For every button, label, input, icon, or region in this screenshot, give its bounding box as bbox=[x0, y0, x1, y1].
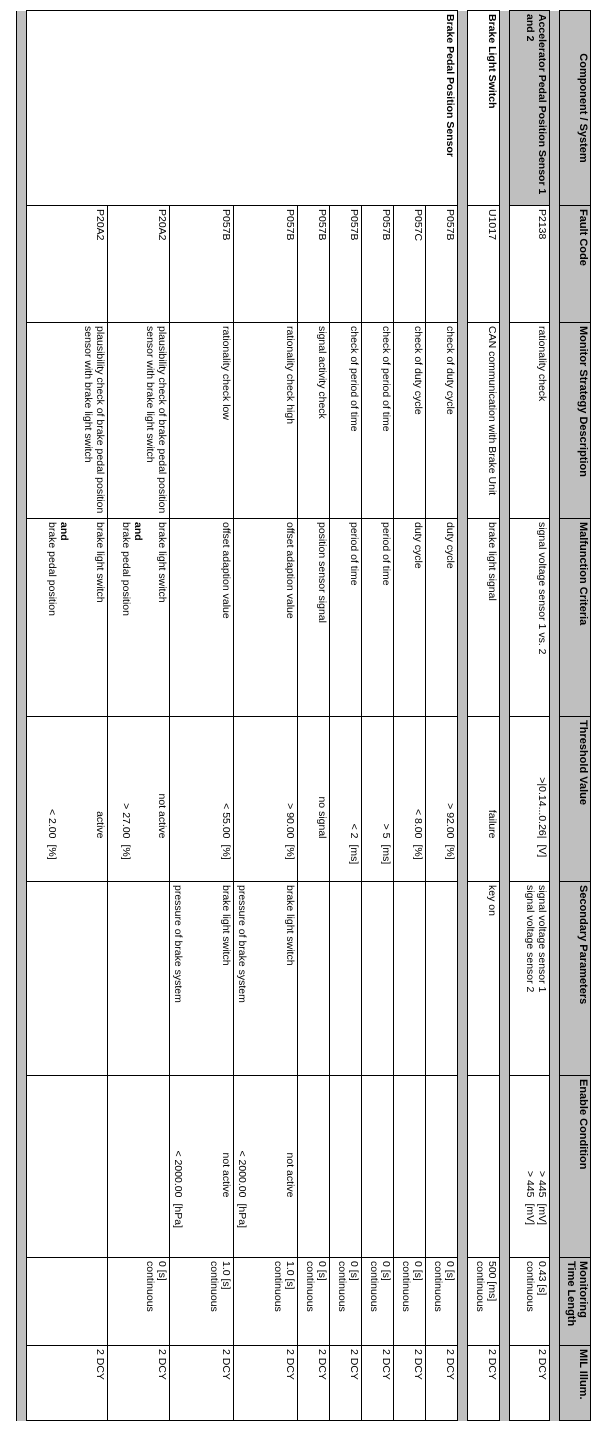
secondary-cell bbox=[298, 882, 330, 1076]
enable-unit-cell bbox=[394, 1201, 426, 1258]
enable-cell bbox=[108, 1076, 170, 1201]
table-row bbox=[108, 11, 170, 1421]
secondary-cell bbox=[234, 882, 298, 1076]
mil-cell: 2 DCY bbox=[108, 1346, 170, 1421]
enable-cell bbox=[234, 1076, 298, 1201]
threshold-cell: >|0.14...0.26| bbox=[510, 717, 550, 842]
secondary-cell bbox=[394, 882, 426, 1076]
monitor-cell: plausibility check of brake pedal position sensor with brake light switch bbox=[27, 323, 108, 519]
secondary-line: signal voltage sensor 2 bbox=[524, 885, 536, 993]
threshold-unit-line: [%] bbox=[120, 844, 132, 860]
time-line: continuous bbox=[144, 1261, 156, 1312]
threshold-unit-cell bbox=[298, 842, 330, 882]
threshold-line: < 2.00 bbox=[46, 809, 58, 839]
threshold-cell: > 90.00 bbox=[234, 717, 298, 842]
time-line: 1.0 [s] bbox=[284, 1261, 296, 1290]
secondary-cell: key on bbox=[468, 882, 500, 1076]
criteria-conjunction: and bbox=[58, 522, 70, 541]
component-cell: Accelerator Pedal Position Sensor 1 and 2 bbox=[510, 11, 550, 206]
criteria-cell: position sensor signal bbox=[298, 519, 330, 717]
enable-unit-cell bbox=[426, 1201, 458, 1258]
threshold-cell: failure bbox=[468, 717, 500, 842]
time-cell bbox=[362, 1258, 394, 1346]
table-row bbox=[510, 11, 550, 1421]
fault-code-cell: P057B bbox=[170, 206, 234, 323]
enable-cell bbox=[510, 1076, 550, 1201]
threshold-cell bbox=[108, 717, 170, 842]
enable-cell bbox=[468, 1076, 500, 1201]
enable-unit-line: [mV] bbox=[524, 1203, 536, 1226]
threshold-unit-cell: [ms] bbox=[362, 842, 394, 882]
separator-band bbox=[17, 11, 27, 1421]
threshold-cell: < 55.00 bbox=[170, 717, 234, 842]
enable-unit-line bbox=[220, 1204, 232, 1255]
header-enable: Enable Condition bbox=[560, 1076, 591, 1258]
criteria-line: brake light switch bbox=[94, 522, 106, 603]
fault-code-cell: P057B bbox=[234, 206, 298, 323]
criteria-cell: offset adaption value bbox=[234, 519, 298, 717]
enable-line: not active bbox=[284, 1152, 296, 1198]
criteria-cell: brake light signal bbox=[468, 519, 500, 717]
time-cell bbox=[510, 1258, 550, 1346]
threshold-unit-cell: [%] bbox=[234, 842, 298, 882]
table-row bbox=[362, 11, 394, 1421]
table-row bbox=[330, 11, 362, 1421]
enable-line: < 2000.00 bbox=[236, 1150, 248, 1198]
mil-cell: 2 DCY bbox=[298, 1346, 330, 1421]
separator-band bbox=[458, 11, 468, 1421]
monitor-cell: check of period of time bbox=[330, 323, 362, 519]
secondary-cell bbox=[510, 882, 550, 1076]
time-cell bbox=[170, 1258, 234, 1346]
enable-unit-cell bbox=[108, 1201, 170, 1258]
criteria-cell: duty cycle bbox=[426, 519, 458, 717]
time-line: 0.43 [s] bbox=[536, 1261, 548, 1296]
enable-line: > 445 bbox=[536, 1170, 548, 1198]
enable-cell bbox=[298, 1076, 330, 1201]
threshold-cell: no signal bbox=[298, 717, 330, 842]
criteria-line: brake pedal position bbox=[46, 522, 58, 616]
threshold-line: active bbox=[94, 811, 106, 839]
criteria-line: brake light switch bbox=[156, 522, 168, 603]
monitor-cell: rationality check low bbox=[170, 323, 234, 519]
header-malfunction: Malfunction Criteria bbox=[560, 519, 591, 717]
enable-unit-line: [mV] bbox=[536, 1203, 548, 1226]
mil-cell: 2 DCY bbox=[330, 1346, 362, 1421]
table-row bbox=[394, 11, 426, 1421]
enable-unit-line: [hPa] bbox=[172, 1203, 184, 1229]
threshold-unit-cell bbox=[27, 842, 108, 882]
secondary-line: pressure of brake system bbox=[172, 885, 184, 1003]
mil-cell: 2 DCY bbox=[170, 1346, 234, 1421]
monitor-cell: rationality check high bbox=[234, 323, 298, 519]
criteria-cell bbox=[27, 519, 108, 717]
enable-unit-cell bbox=[298, 1201, 330, 1258]
monitor-cell: check of duty cycle bbox=[394, 323, 426, 519]
time-line: 0 [s] bbox=[316, 1261, 328, 1281]
time-line: continuous bbox=[400, 1261, 412, 1312]
enable-line: not active bbox=[220, 1152, 232, 1198]
criteria-cell: period of time bbox=[362, 519, 394, 717]
table-row bbox=[298, 11, 330, 1421]
criteria-cell bbox=[108, 519, 170, 717]
header-threshold: Threshold Value bbox=[560, 717, 591, 882]
fault-code-cell: P057C bbox=[394, 206, 426, 323]
time-line: 0 [s] bbox=[444, 1261, 456, 1281]
time-line: 1.0 [s] bbox=[220, 1261, 232, 1290]
table-row bbox=[234, 11, 298, 1421]
component-cell: Brake Pedal Position Sensor bbox=[27, 11, 458, 206]
time-line: continuous bbox=[272, 1261, 284, 1312]
enable-cell bbox=[426, 1076, 458, 1201]
secondary-cell bbox=[426, 882, 458, 1076]
criteria-cell: signal voltage sensor 1 vs. 2 bbox=[510, 519, 550, 717]
criteria-cell: period of time bbox=[330, 519, 362, 717]
mil-cell: 2 DCY bbox=[468, 1346, 500, 1421]
time-line: continuous bbox=[368, 1261, 380, 1312]
header-secondary: Secondary Parameters bbox=[560, 882, 591, 1076]
monitor-cell: check of duty cycle bbox=[426, 323, 458, 519]
enable-unit-cell bbox=[468, 1201, 500, 1258]
secondary-line: pressure of brake system bbox=[236, 885, 248, 1003]
obd-monitor-table bbox=[16, 10, 591, 1421]
time-cell bbox=[108, 1258, 170, 1346]
enable-unit-cell bbox=[170, 1201, 234, 1258]
time-cell bbox=[468, 1258, 500, 1346]
secondary-cell bbox=[170, 882, 234, 1076]
monitor-cell: signal activity check bbox=[298, 323, 330, 519]
time-line: continuous bbox=[524, 1261, 536, 1312]
time-line: 0 [s] bbox=[380, 1261, 392, 1281]
mil-cell: 2 DCY bbox=[234, 1346, 298, 1421]
time-line: continuous bbox=[336, 1261, 348, 1312]
time-cell bbox=[234, 1258, 298, 1346]
mil-cell: 2 DCY bbox=[510, 1346, 550, 1421]
time-line: continuous bbox=[474, 1261, 486, 1312]
time-cell bbox=[27, 1258, 108, 1346]
enable-unit-cell bbox=[234, 1201, 298, 1258]
threshold-cell: < 2 bbox=[330, 717, 362, 842]
table-row bbox=[27, 11, 108, 1421]
time-line: 0 [s] bbox=[412, 1261, 424, 1281]
header-monitor: Monitor Strategy Description bbox=[560, 323, 591, 519]
header-component: Component / System bbox=[560, 11, 591, 206]
mil-cell: 2 DCY bbox=[426, 1346, 458, 1421]
time-line: 0 [s] bbox=[348, 1261, 360, 1281]
enable-unit-cell bbox=[330, 1201, 362, 1258]
threshold-unit-cell: [%] bbox=[394, 842, 426, 882]
header-time: Monitoring Time Length bbox=[560, 1258, 591, 1346]
time-line: continuous bbox=[432, 1261, 444, 1312]
mil-cell: 2 DCY bbox=[362, 1346, 394, 1421]
secondary-cell bbox=[330, 882, 362, 1076]
time-line: continuous bbox=[208, 1261, 220, 1312]
separator-band bbox=[550, 11, 560, 1421]
criteria-cell: offset adaption value bbox=[170, 519, 234, 717]
threshold-unit-cell bbox=[108, 842, 170, 882]
secondary-line: brake light switch bbox=[220, 885, 232, 966]
monitor-cell: rationality check bbox=[510, 323, 550, 519]
threshold-cell: > 92.00 bbox=[426, 717, 458, 842]
fault-code-cell: P057B bbox=[426, 206, 458, 323]
threshold-cell bbox=[27, 717, 108, 842]
criteria-line: brake pedal position bbox=[120, 522, 132, 616]
criteria-cell: duty cycle bbox=[394, 519, 426, 717]
mil-cell: 2 DCY bbox=[27, 1346, 108, 1421]
threshold-cell: < 8.00 bbox=[394, 717, 426, 842]
threshold-line: > 27.00 bbox=[120, 803, 132, 839]
threshold-cell: > 5 bbox=[362, 717, 394, 842]
secondary-line: signal voltage sensor 1 bbox=[536, 885, 548, 993]
separator-band bbox=[500, 11, 510, 1421]
enable-line: > 445 bbox=[524, 1170, 536, 1198]
header-row bbox=[560, 11, 591, 1421]
time-cell bbox=[394, 1258, 426, 1346]
threshold-unit-cell: [ms] bbox=[330, 842, 362, 882]
enable-cell bbox=[362, 1076, 394, 1201]
component-cell: Brake Light Switch bbox=[468, 11, 500, 206]
fault-code-cell: P057B bbox=[362, 206, 394, 323]
enable-unit-cell bbox=[510, 1201, 550, 1258]
table-row bbox=[468, 11, 500, 1421]
threshold-line: not active bbox=[156, 793, 168, 839]
enable-cell bbox=[394, 1076, 426, 1201]
secondary-cell bbox=[27, 882, 108, 1076]
time-cell bbox=[298, 1258, 330, 1346]
time-cell bbox=[330, 1258, 362, 1346]
time-line: 0 [s] bbox=[156, 1261, 168, 1281]
monitor-cell: check of period of time bbox=[362, 323, 394, 519]
time-line: 500 [ms] bbox=[486, 1261, 498, 1302]
secondary-line: brake light switch bbox=[284, 885, 296, 966]
enable-cell bbox=[330, 1076, 362, 1201]
header-mil: MIL Illum. bbox=[560, 1346, 591, 1421]
fault-code-cell: P20A2 bbox=[27, 206, 108, 323]
monitor-cell: plausibility check of brake pedal position sensor with brake light switch bbox=[108, 323, 170, 519]
header-fault-code: Fault Code bbox=[560, 206, 591, 323]
fault-code-cell: P057B bbox=[298, 206, 330, 323]
fault-code-cell: U1017 bbox=[468, 206, 500, 323]
fault-code-cell: P2138 bbox=[510, 206, 550, 323]
time-line: continuous bbox=[304, 1261, 316, 1312]
enable-unit-line bbox=[284, 1204, 296, 1255]
enable-cell bbox=[27, 1076, 108, 1201]
threshold-unit-line: [%] bbox=[46, 844, 58, 860]
enable-unit-cell bbox=[27, 1201, 108, 1258]
secondary-cell bbox=[362, 882, 394, 1076]
fault-code-cell: P057B bbox=[330, 206, 362, 323]
mil-cell: 2 DCY bbox=[394, 1346, 426, 1421]
threshold-unit-cell: [%] bbox=[426, 842, 458, 882]
threshold-unit-cell: [%] bbox=[170, 842, 234, 882]
monitor-cell: CAN communication with Brake Unit bbox=[468, 323, 500, 519]
enable-cell bbox=[170, 1076, 234, 1201]
time-cell bbox=[426, 1258, 458, 1346]
threshold-unit-cell bbox=[468, 842, 500, 882]
enable-unit-line: [hPa] bbox=[236, 1203, 248, 1229]
enable-line: < 2000.00 bbox=[172, 1150, 184, 1198]
secondary-cell bbox=[108, 882, 170, 1076]
criteria-conjunction: and bbox=[132, 522, 144, 541]
fault-code-cell: P20A2 bbox=[108, 206, 170, 323]
enable-unit-cell bbox=[362, 1201, 394, 1258]
threshold-unit-cell: [V] bbox=[510, 842, 550, 882]
table-row bbox=[426, 11, 458, 1421]
table-row bbox=[170, 11, 234, 1421]
